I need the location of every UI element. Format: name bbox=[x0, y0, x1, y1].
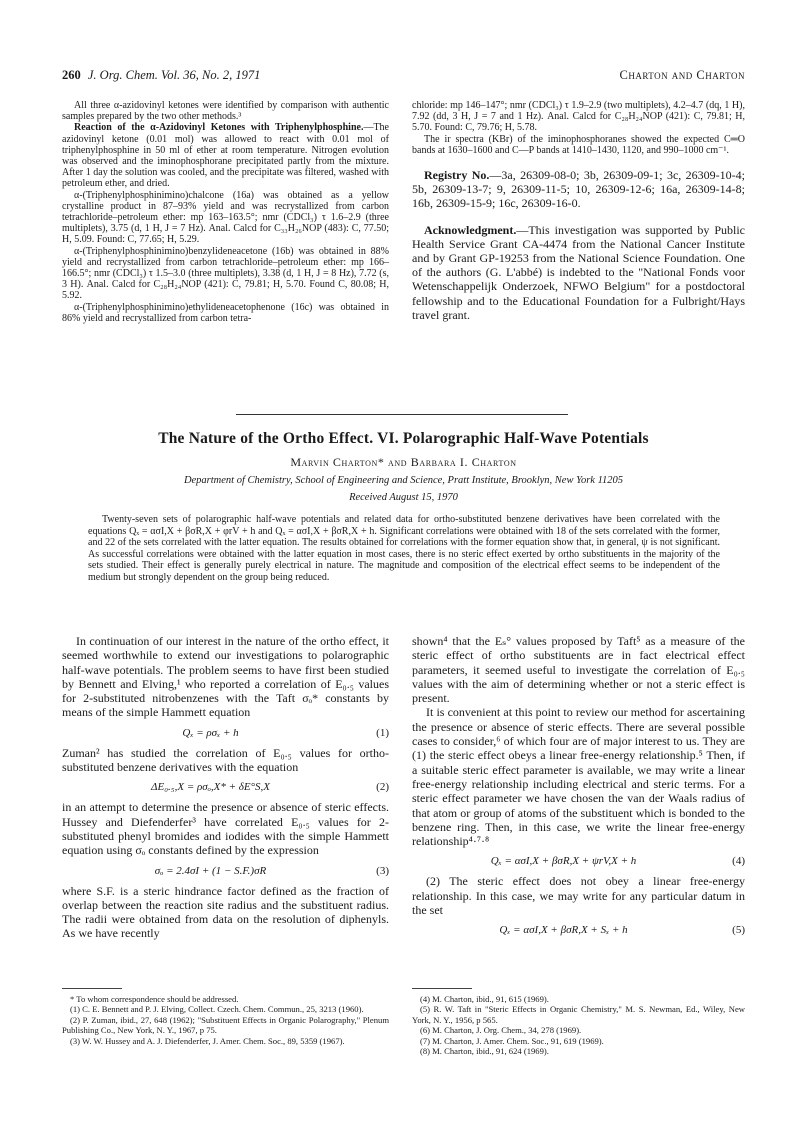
paragraph: in an attempt to determine the presence or absence of steric effects. Hussey and Diefenderfer³ have correlated E₀.₅ values for 2-substituted phenyl bromides and iodides with the simple Hammett equation using σₒ constants defined by the expression bbox=[62, 800, 389, 858]
footnote: (5) R. W. Taft in "Steric Effects in Organic Chemistry," M. S. Newman, Ed., Wiley, New York, N. Y., 1956, p 565. bbox=[412, 1004, 745, 1025]
article-divider bbox=[236, 414, 568, 415]
equation-number: (4) bbox=[732, 855, 745, 868]
equation-number: (1) bbox=[376, 726, 389, 739]
paragraph: In continuation of our interest in the nature of the ortho effect, it seemed worthwhile to extend our investigations to polarographic half-wave potentials. The problem seems to have first been studied by Bennett and Elving,¹ who reported a correlation of E₀.₅ values for 2-substituted nitrobenzenes with the Taft σₒ* constants by means of the simple Hammett equation bbox=[62, 634, 389, 720]
running-head-authors: Charton and Charton bbox=[619, 68, 745, 82]
equation-number: (5) bbox=[732, 924, 745, 937]
page-number: 260 bbox=[62, 68, 81, 82]
equation-number: (2) bbox=[376, 781, 389, 794]
equation-text: ΔE₀.₅,X = ρσₒ,X* + δE°S,X bbox=[151, 781, 270, 794]
received-date: Received August 15, 1970 bbox=[349, 492, 458, 503]
compound-name: α-(Triphenylphosphinimino)ethylideneacetophenone (16c) bbox=[74, 301, 313, 313]
paragraph: α-(Triphenylphosphinimino)ethylideneacetophenone (16c) was obtained in 86% yield and recrystallized from carbon tetra- bbox=[62, 301, 389, 324]
footnote: (1) C. E. Bennett and P. J. Elving, Collect. Czech. Chem. Commun., 25, 3213 (1960). bbox=[70, 1004, 364, 1015]
paragraph: The ir spectra (KBr) of the iminophosphoranes showed the expected C═O bands at 1630–1600 and C—P bands at 1410–1430, 1120, and 990–1000 cm⁻¹. bbox=[412, 133, 745, 156]
footnotes-left bbox=[62, 994, 389, 1046]
paragraph: chloride: mp 146–147°; nmr (CDCl₃) τ 1.9–2.9 (two multiplets), 4.2–4.7 (dq, 1 H), 7.92 (dd, 3 H, J = 7 and 1 Hz). Anal. Calcd for C₂₈H₂₄NOP (421): C, 79.81; H, 5.70. Found: C, 79.76; H, 5.78. bbox=[412, 100, 745, 134]
equation-text: Qₓ = ρσₓ + h bbox=[182, 726, 239, 739]
paragraph: All three α-azidovinyl ketones were identified by comparison with authentic samples prepared by the two other methods.³ bbox=[62, 100, 389, 123]
equation-text: σₒ = 2.4σI + (1 − S.F.)σR bbox=[154, 864, 267, 877]
paragraph: where S.F. is a steric hindrance factor defined as the fraction of overlap between the reaction site radius and the substituent radius. The radii were obtained from data on the resolution of diphenyls. As we have recently bbox=[62, 883, 389, 941]
paragraph: Reaction of the α-Azidovinyl Ketones with Triphenylphosphine.—The azidovinyl ketone (0.01 mol) was allowed to react with 0.01 mol of triphenylphosphine in 50 ml of ether at room temperature. Nitrogen evolution was observed and the iminophosphorane precipitated partly from the mixture. After 1 day the solution was cooled, and the precipitate was filtered, washed with petroleum ether, and dried. bbox=[62, 122, 389, 190]
run-in-heading: Acknowledgment. bbox=[424, 222, 517, 237]
footnote: (2) P. Zuman, ibid., 27, 648 (1962); "Substituent Effects in Organic Polarography," Plenum Publishing Co., New York, N. Y., 1967, p 75. bbox=[62, 1014, 389, 1036]
body-column-right bbox=[412, 634, 745, 943]
footnote-rule-left bbox=[62, 988, 122, 989]
footnote: (8) M. Charton, ibid., 91, 624 (1969). bbox=[420, 1046, 549, 1057]
equation-4 bbox=[412, 850, 745, 872]
body-column-left bbox=[62, 634, 389, 941]
run-in-heading: Reaction of the α-Azidovinyl Ketones with Triphenylphosphine. bbox=[74, 122, 364, 134]
experimental-column-left bbox=[62, 100, 389, 324]
equation-number: (3) bbox=[376, 864, 389, 877]
acknowledgment: Acknowledgment.—This investigation was supported by Public Health Service Grant CA-4474 from the National Cancer Institute and by Grant GP-19253 from the National Science Foundation. One of the authors (G. L'abbé) is indebted to the "National Fonds voor Wetenschappelijk Onderzoek, NFWO Belgium" for a postdoctoral fellowship and to the Educational Foundation for a Fulbright/Hays travel grant. bbox=[412, 222, 745, 322]
equation-text: Qₓ = ασI,X + βσR,X + ψrV,X + h bbox=[490, 855, 637, 868]
affiliation: Department of Chemistry, School of Engineering and Science, Pratt Institute, Brooklyn, New York 11205 bbox=[183, 475, 624, 486]
registry-numbers: Registry No.—3a, 26309-08-0; 3b, 26309-09-1; 3c, 26309-10-4; 5b, 26309-13-7; 9, 26309-11-5; 10, 26309-12-6; 16a, 26309-14-8; 16b, 26309-15-9; 16c, 26309-16-0. bbox=[412, 168, 746, 211]
paragraph: shown⁴ that the Eₛ° values proposed by Taft⁵ as a measure of the steric effect of ortho substituents are in fact electrical effect parameters, it seemed useful to investigate the correlation of E₀.₅ values with the aim of determining whether or not a steric effect is present. bbox=[412, 634, 745, 706]
article-title: The Nature of the Ortho Effect. VI. Polarographic Half-Wave Potentials bbox=[158, 430, 649, 447]
running-head bbox=[62, 68, 745, 84]
equation-3 bbox=[62, 860, 389, 882]
paragraph: α-(Triphenylphosphinimino)benzylideneacetone (16b) was obtained in 88% yield and recrystallized from carbon tetrachloride–petroleum ether: mp 166–166.5°; nmr (CDCl₃) τ 1.5–3.0 (three multiplets), 3.38 (d, 1 H, J = 8 Hz), 7.72 (s, 3 H). Anal. Calcd for C₂₈H₂₄NOP (421): C, 79.81; H, 5.70. Found C, 80.08; H, 5.92. bbox=[62, 245, 389, 302]
paragraph: It is convenient at this point to review our method for ascertaining the presence or absence of steric effects. There are several possible cases to consider,⁶ of which four are of major interest to us. They are (1) the steric effect obeys a linear free-energy relationship.⁵ Then, if a suitable steric effect parameter is available, we may write a linear free-energy relationship including electrical and steric terms. For a steric effect parameter we have chosen the van der Waals radius of that atom or group of atoms of the substituent which is bonded to the benzene ring. Then, in this case, we write the linear free-energy relationship⁴·⁷·⁸ bbox=[412, 705, 745, 849]
equation-1 bbox=[62, 722, 389, 744]
experimental-column-right bbox=[412, 100, 745, 322]
journal-citation: J. Org. Chem. Vol. 36, No. 2, 1971 bbox=[87, 68, 261, 82]
footnote: (3) W. W. Hussey and A. J. Diefenderfer, J. Amer. Chem. Soc., 89, 5359 (1967). bbox=[70, 1035, 345, 1046]
compound-name: α-(Triphenylphosphinimino)benzylideneacetone (16b) bbox=[74, 245, 294, 257]
footnotes-right bbox=[412, 994, 745, 1056]
footnote: (7) M. Charton, J. Amer. Chem. Soc., 91, 619 (1969). bbox=[420, 1035, 604, 1046]
equation-5 bbox=[412, 919, 745, 941]
equation-text: Qₓ = ασI,X + βσR,X + Sₓ + h bbox=[499, 924, 628, 937]
paragraph: Zuman² has studied the correlation of E₀.₅ values for ortho-substituted benzene derivatives with the equation bbox=[62, 745, 389, 775]
paragraph: (2) The steric effect does not obey a linear free-energy relationship. In this case, we may write for any particular datum in the set bbox=[412, 874, 745, 918]
paragraph: α-(Triphenylphosphinimino)chalcone (16a) was obtained as a yellow crystalline product in 87–93% yield and was recrystallized from carbon tetrachloride–petroleum ether: mp 163–163.5°; nmr (CDCl₃) τ 1.6–2.9 (three multiplets), 3.75 (d, 1 H, J = 7 Hz). Anal. Calcd for C₃₃H₂₆NOP (483): C, 77.50; H, 5.09. Found: C, 77.65; H, 5.29. bbox=[62, 189, 389, 246]
footnote: * To whom correspondence should be addressed. bbox=[70, 994, 239, 1004]
running-head-left bbox=[62, 68, 260, 83]
compound-name: α-(Triphenylphosphinimino)chalcone (16a) bbox=[74, 189, 254, 201]
footnote-rule-right bbox=[412, 988, 472, 989]
footnote: (4) M. Charton, ibid., 91, 615 (1969). bbox=[420, 994, 549, 1004]
article-authors: Marvin Charton* and Barbara I. Charton bbox=[290, 455, 517, 469]
abstract: Twenty-seven sets of polarographic half-wave potentials and related data for ortho-substituted benzene derivatives have been correlated with the equations Qₓ = ασI,X + βσR,X + φrV + h and Qₓ = ασI,X + βσR,X + h. Significant correlations were obtained with 18 of the sets correlated with the former, and 22 of the sets correlated with the latter equation. The results obtained for correlations with the former equation show that, in general, ψ is not significant. As successful correlations were obtained with the latter equation in most cases, there is no steric effect exerted by ortho substituents in the majority of the sets studied. Their effect is generally purely electrical in nature. The magnitude and composition of the electrical effect seems to be independent of the medium but strongly dependent on the group being reduced. bbox=[88, 514, 720, 583]
run-in-heading: Registry No. bbox=[424, 168, 490, 183]
footnote: (6) M. Charton, J. Org. Chem., 34, 278 (1969). bbox=[420, 1025, 582, 1036]
equation-2 bbox=[62, 776, 389, 798]
